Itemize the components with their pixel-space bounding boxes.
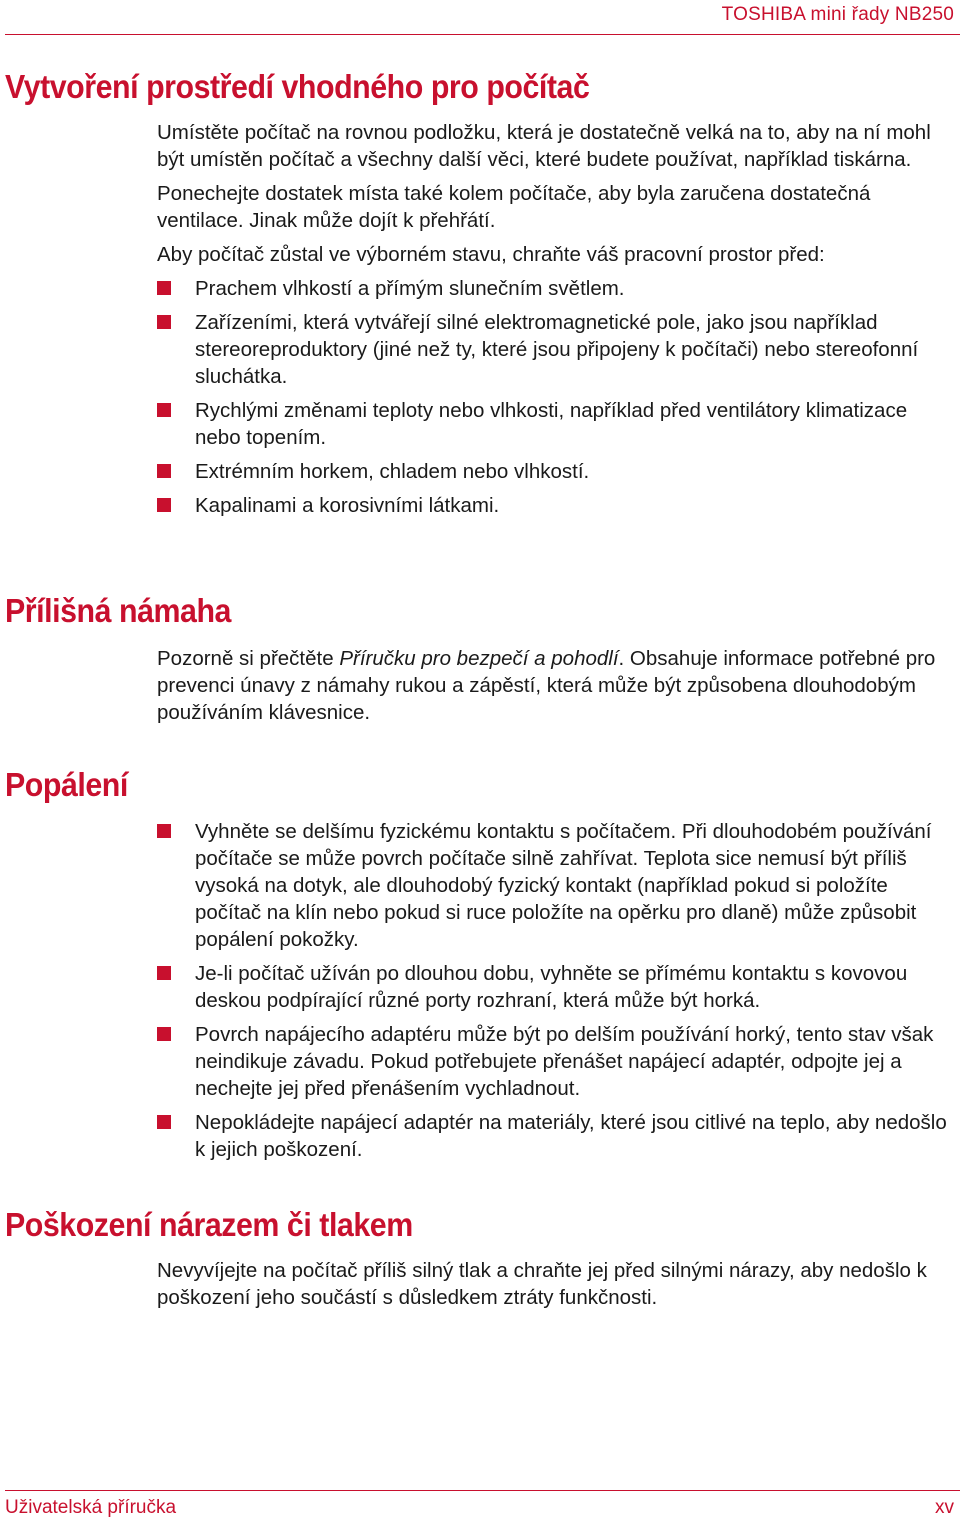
running-header: TOSHIBA mini řady NB250 bbox=[721, 4, 954, 25]
text-run: . Obsahuje informace potřebné pro prevenci únavy z námahy rukou a zápěstí, která může být způsobena dlouhodobým používáním klávesnice. bbox=[157, 647, 936, 724]
list-item: Je-li počítač užíván po dlouhou dobu, vyhněte se přímému kontaktu s kovovou deskou podpírající různé porty rozhraní, která může být horká. bbox=[157, 960, 957, 1014]
bullet-list bbox=[157, 275, 957, 519]
bullet-list bbox=[157, 818, 957, 1163]
list-item: Povrch napájecího adaptéru může být po delším používání horký, tento stav však neindikuje závadu. Pokud potřebujete přenášet napájecí adaptér, odpojte jej a nechejte jej před přenášením vychladnout. bbox=[157, 1021, 957, 1102]
header-divider bbox=[5, 34, 960, 35]
section-body-environment bbox=[157, 119, 957, 526]
paragraph: Ponechejte dostatek místa také kolem počítače, aby byla zaručena dostatečná ventilace. Jinak může dojít k přehřátí. bbox=[157, 182, 871, 232]
section-body-strain bbox=[157, 645, 957, 726]
section-heading-burns: Popálení bbox=[5, 766, 128, 803]
manual-title-link: Příručku pro bezpečí a pohodlí bbox=[339, 647, 619, 670]
list-item: Zařízeními, která vytvářejí silné elektromagnetické pole, jako jsou například stereoreproduktory (jiné než ty, které jsou připojeny k počítači) nebo stereofonní sluchátka. bbox=[157, 309, 957, 390]
section-heading-environment: Vytvoření prostředí vhodného pro počítač bbox=[5, 68, 590, 105]
list-item: Prachem vlhkostí a přímým slunečním světlem. bbox=[157, 275, 957, 302]
list-item: Kapalinami a korosivními látkami. bbox=[157, 492, 957, 519]
paragraph bbox=[157, 645, 957, 726]
section-heading-impact: Poškození nárazem či tlakem bbox=[5, 1206, 413, 1243]
list-item: Nepokládejte napájecí adaptér na materiály, které jsou citlivé na teplo, aby nedošlo k jejich poškození. bbox=[157, 1109, 957, 1163]
list-item: Extrémním horkem, chladem nebo vlhkostí. bbox=[157, 458, 957, 485]
paragraph: Umístěte počítač na rovnou podložku, která je dostatečně velká na to, aby na ní mohl být umístěn počítač a všechny další věci, které budete používat, například tiskárna. bbox=[157, 121, 931, 171]
page-number: xv bbox=[935, 1497, 954, 1518]
section-body-burns bbox=[157, 818, 957, 1170]
footer-manual-name: Uživatelská příručka bbox=[5, 1497, 177, 1518]
footer-divider bbox=[5, 1490, 960, 1491]
text-run: Pozorně si přečtěte bbox=[157, 647, 340, 670]
section-body-impact bbox=[157, 1257, 957, 1311]
list-item: Vyhněte se delšímu fyzickému kontaktu s počítačem. Při dlouhodobém používání počítače se může povrch počítače silně zahřívat. Teplota sice nemusí být příliš vysoká na dotyk, ale dlouhodobý fyzický kontakt (například pokud si položíte počítač na klín nebo pokud si ruce položíte na opěrku pro dlaně) může způsobit popálení pokožky. bbox=[157, 818, 957, 953]
paragraph: Nevyvíjejte na počítač příliš silný tlak a chraňte jej před silnými nárazy, aby nedošlo k poškození jeho součástí s důsledkem ztráty funkčnosti. bbox=[157, 1259, 927, 1309]
section-heading-strain: Přílišná námaha bbox=[5, 592, 231, 629]
paragraph: Aby počítač zůstal ve výborném stavu, chraňte váš pracovní prostor před: bbox=[157, 243, 825, 266]
list-item: Rychlými změnami teploty nebo vlhkosti, například před ventilátory klimatizace nebo topením. bbox=[157, 397, 957, 451]
